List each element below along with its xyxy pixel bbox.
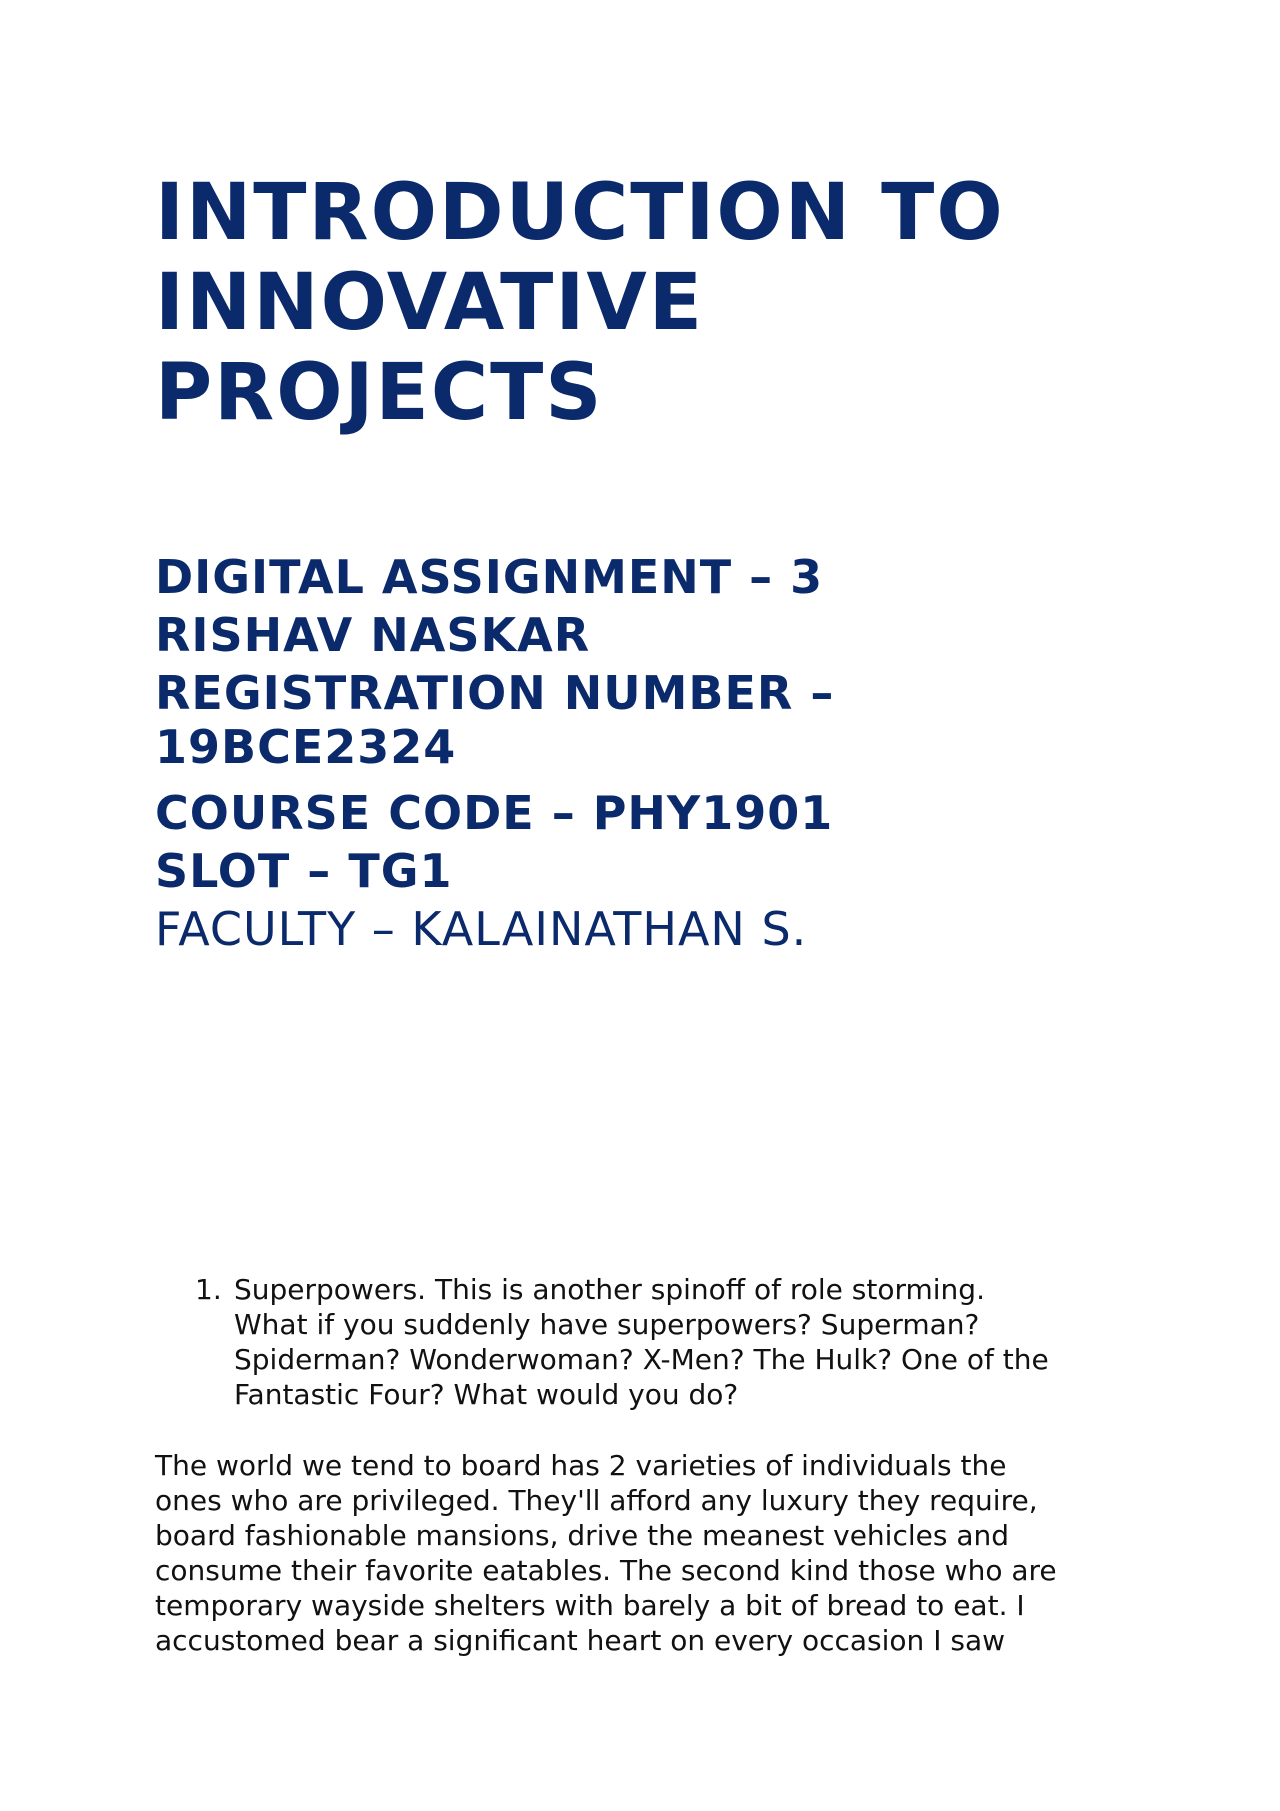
paragraph-line: temporary wayside shelters with barely a bit of bread to eat. I [155,1589,1025,1622]
assignment-details [155,550,1155,956]
question-line: Fantastic Four? What would you do? [234,1378,739,1411]
registration-line: REGISTRATION NUMBER – [155,666,835,720]
registration-line: 19BCE2324 [155,720,457,774]
paragraph-line: The world we tend to board has 2 varieties of individuals the [155,1449,1007,1482]
registration-number [155,666,1155,774]
question-line: Superpowers. This is another spinoff of role storming. [234,1273,985,1306]
document-title [155,168,1155,438]
title-line: INNOVATIVE [155,258,705,348]
faculty: FACULTY – KALAINATHAN S. [155,902,808,956]
title-line: INTRODUCTION TO [155,168,1005,258]
list-item-number: 1. [195,1273,222,1306]
list-item [195,1272,1155,1412]
question-line: Spiderman? Wonderwoman? X-Men? The Hulk? One of the [234,1343,1049,1376]
course-code: COURSE CODE – PHY1901 [155,786,834,840]
paragraph-line: ones who are privileged. They'll afford any luxury they require, [155,1484,1038,1517]
slot: SLOT – TG1 [155,844,453,898]
body-paragraph [155,1448,1155,1658]
title-line: PROJECTS [155,348,604,438]
student-name: RISHAV NASKAR [155,608,591,662]
question-list [195,1272,1155,1412]
paragraph-line: consume their favorite eatables. The second kind those who are [155,1554,1057,1587]
question-line: What if you suddenly have superpowers? Superman? [234,1308,980,1341]
paragraph-line: board fashionable mansions, drive the meanest vehicles and [155,1519,1010,1552]
assignment-label: DIGITAL ASSIGNMENT – 3 [155,550,824,604]
paragraph-line: accustomed bear a significant heart on every occasion I saw [155,1624,1006,1657]
